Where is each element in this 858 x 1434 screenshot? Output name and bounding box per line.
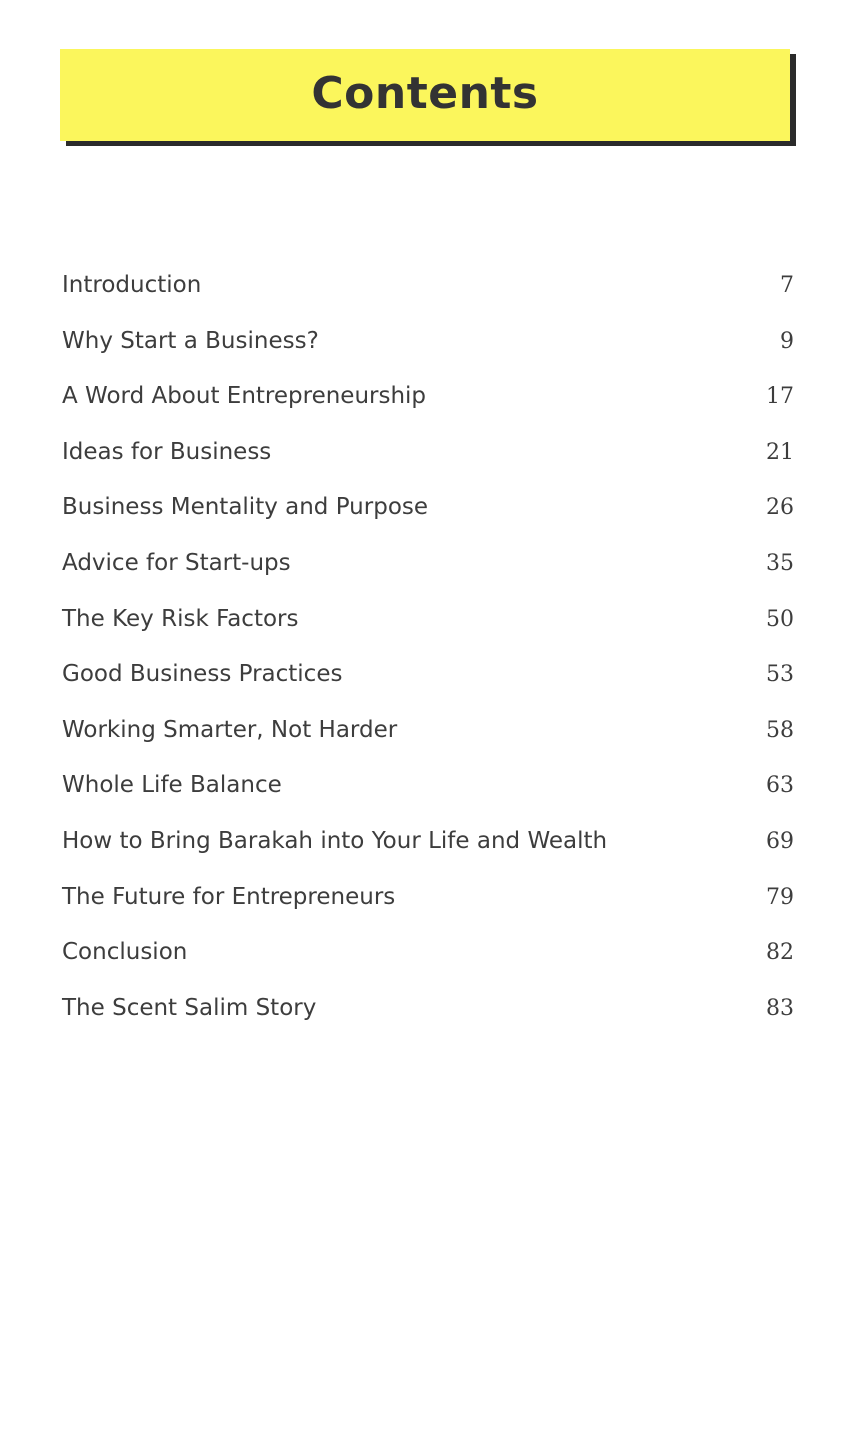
table-of-contents <box>62 258 794 1036</box>
toc-entry-title: Good Business Practices <box>62 661 343 688</box>
toc-entry-page-number: 83 <box>766 995 794 1021</box>
toc-entry-title: Why Start a Business? <box>62 327 319 354</box>
toc-entry-title: The Future for Entrepreneurs <box>62 883 396 910</box>
toc-entry-bring-barakah[interactable] <box>62 814 794 870</box>
title-banner <box>60 49 790 141</box>
toc-entry-page-number: 35 <box>766 550 794 576</box>
toc-entry-page-number: 7 <box>780 273 794 298</box>
toc-entry-good-business-practices[interactable] <box>62 647 794 703</box>
toc-entry-working-smarter[interactable] <box>62 703 794 759</box>
toc-entry-title: A Word About Entrepreneurship <box>62 383 427 410</box>
toc-entry-why-start-a-business[interactable] <box>62 314 794 370</box>
toc-entry-page-number: 50 <box>766 606 794 632</box>
toc-entry-page-number: 21 <box>766 439 794 465</box>
toc-entry-page-number: 9 <box>780 328 794 354</box>
toc-entry-page-number: 82 <box>766 940 794 966</box>
toc-entry-page-number: 17 <box>766 384 794 410</box>
page-title: Contents <box>311 67 539 119</box>
toc-entry-scent-salim-story[interactable] <box>62 981 794 1037</box>
toc-entry-title: The Scent Salim Story <box>62 994 317 1021</box>
toc-entry-page-number: 26 <box>766 495 794 521</box>
toc-entry-title: How to Bring Barakah into Your Life and Wealth <box>62 827 608 854</box>
toc-entry-future-for-entrepreneurs[interactable] <box>62 870 794 926</box>
toc-entry-page-number: 69 <box>766 828 794 854</box>
toc-entry-title: The Key Risk Factors <box>62 605 299 632</box>
toc-entry-whole-life-balance[interactable] <box>62 758 794 814</box>
toc-entry-title: Whole Life Balance <box>62 772 282 799</box>
toc-entry-key-risk-factors[interactable] <box>62 592 794 648</box>
toc-entry-ideas-for-business[interactable] <box>62 425 794 481</box>
toc-entry-business-mentality[interactable] <box>62 480 794 536</box>
toc-entry-introduction[interactable] <box>62 258 794 314</box>
toc-entry-title: Conclusion <box>62 939 188 966</box>
toc-entry-title: Ideas for Business <box>62 438 272 465</box>
toc-entry-title: Working Smarter, Not Harder <box>62 716 398 743</box>
toc-entry-title: Advice for Start-ups <box>62 549 291 576</box>
toc-entry-title: Introduction <box>62 272 202 298</box>
toc-entry-page-number: 53 <box>766 662 794 688</box>
toc-entry-title: Business Mentality and Purpose <box>62 494 429 521</box>
toc-entry-advice-for-start-ups[interactable] <box>62 536 794 592</box>
toc-entry-page-number: 63 <box>766 773 794 799</box>
toc-entry-conclusion[interactable] <box>62 925 794 981</box>
toc-entry-page-number: 58 <box>766 717 794 743</box>
toc-entry-page-number: 79 <box>766 884 794 910</box>
toc-entry-word-about-entrepreneurship[interactable] <box>62 369 794 425</box>
